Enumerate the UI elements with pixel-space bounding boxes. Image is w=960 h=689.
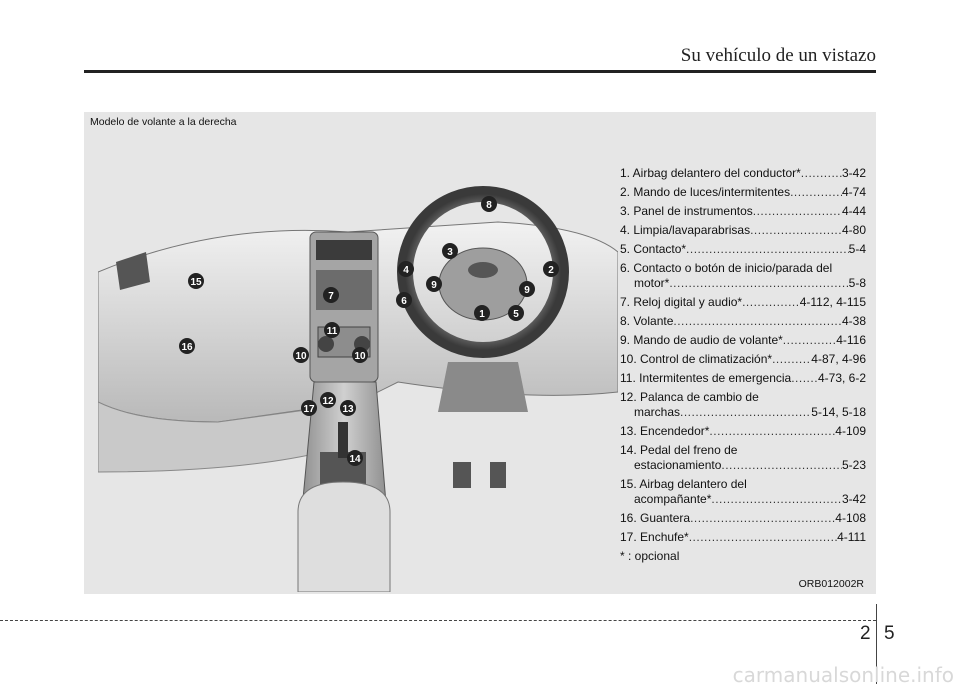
svg-text:9: 9	[524, 285, 530, 296]
legend-item: 1. Airbag delantero del conductor* ..... 3-42	[620, 167, 866, 179]
svg-text:6: 6	[401, 296, 407, 307]
legend-item: 11. Intermitentes de emergencia ..... 4-73, 6-2	[620, 372, 866, 384]
legend-item: 16. Guantera ..... 4-108	[620, 512, 866, 524]
svg-text:17: 17	[303, 404, 315, 415]
marker-8	[481, 196, 497, 212]
svg-text:7: 7	[328, 291, 334, 302]
marker-2	[543, 261, 559, 277]
header-rule	[84, 70, 876, 73]
marker-17	[301, 400, 317, 416]
marker-10b	[352, 347, 368, 363]
svg-text:2: 2	[548, 265, 554, 276]
footer-rule	[0, 620, 876, 621]
legend-item: 5. Contacto* ..... 5-4	[620, 243, 866, 255]
svg-text:4: 4	[403, 265, 409, 276]
svg-text:3: 3	[447, 247, 453, 258]
chapter-number: 2	[860, 623, 871, 644]
svg-text:10: 10	[354, 351, 366, 362]
page-number: 5	[884, 623, 895, 644]
page-header-title: Su vehículo de un vistazo	[680, 45, 876, 66]
svg-text:11: 11	[326, 326, 338, 337]
legend-item: 15. Airbag delantero del acompañante* ..... 3-42	[620, 478, 866, 505]
svg-text:5: 5	[513, 309, 519, 320]
marker-5	[508, 305, 524, 321]
legend-item: 4. Limpia/lavaparabrisas ..... 4-80	[620, 224, 866, 236]
svg-text:12: 12	[322, 396, 334, 407]
legend-item: 2. Mando de luces/intermitentes ..... 4-74	[620, 186, 866, 198]
legend-item: 6. Contacto o botón de inicio/parada del motor* ..... 5-8	[620, 262, 866, 289]
svg-text:8: 8	[486, 200, 492, 211]
marker-4	[398, 261, 414, 277]
marker-9a	[426, 276, 442, 292]
figure-code: ORB012002R	[798, 578, 864, 590]
parts-legend	[620, 167, 866, 562]
marker-14	[347, 450, 363, 466]
marker-13	[340, 400, 356, 416]
legend-item: 10. Control de climatización* ..... 4-87, 4-96	[620, 353, 866, 365]
marker-16	[179, 338, 195, 354]
legend-item: 3. Panel de instrumentos ..... 4-44	[620, 205, 866, 217]
legend-item: 17. Enchufe* ..... 4-111	[620, 531, 866, 543]
marker-10a	[293, 347, 309, 363]
marker-15	[188, 273, 204, 289]
legend-note: * : opcional	[620, 549, 680, 563]
svg-text:10: 10	[295, 351, 307, 362]
svg-text:14: 14	[349, 454, 361, 465]
marker-11	[324, 322, 340, 338]
svg-text:15: 15	[190, 277, 202, 288]
figure-panel	[84, 112, 876, 594]
marker-12	[320, 392, 336, 408]
watermark: carmanualsonline.info	[732, 663, 954, 687]
marker-7	[323, 287, 339, 303]
legend-item: 14. Pedal del freno de estacionamiento ..... 5-23	[620, 444, 866, 471]
figure-caption: Modelo de volante a la derecha	[90, 116, 237, 128]
marker-6	[396, 292, 412, 308]
svg-text:1: 1	[479, 309, 485, 320]
legend-item: 13. Encendedor* ..... 4-109	[620, 425, 866, 437]
legend-item: 12. Palanca de cambio de marchas ..... 5-14, 5-18	[620, 391, 866, 418]
dashboard-illustration	[98, 152, 618, 592]
svg-text:13: 13	[342, 404, 354, 415]
marker-1	[474, 305, 490, 321]
marker-9b	[519, 281, 535, 297]
legend-item: 8. Volante ..... 4-38	[620, 315, 866, 327]
legend-item: 9. Mando de audio de volante* ..... 4-116	[620, 334, 866, 346]
marker-3	[442, 243, 458, 259]
legend-item: 7. Reloj digital y audio* ..... 4-112, 4-115	[620, 296, 866, 308]
svg-text:9: 9	[431, 280, 437, 291]
svg-text:16: 16	[181, 342, 193, 353]
